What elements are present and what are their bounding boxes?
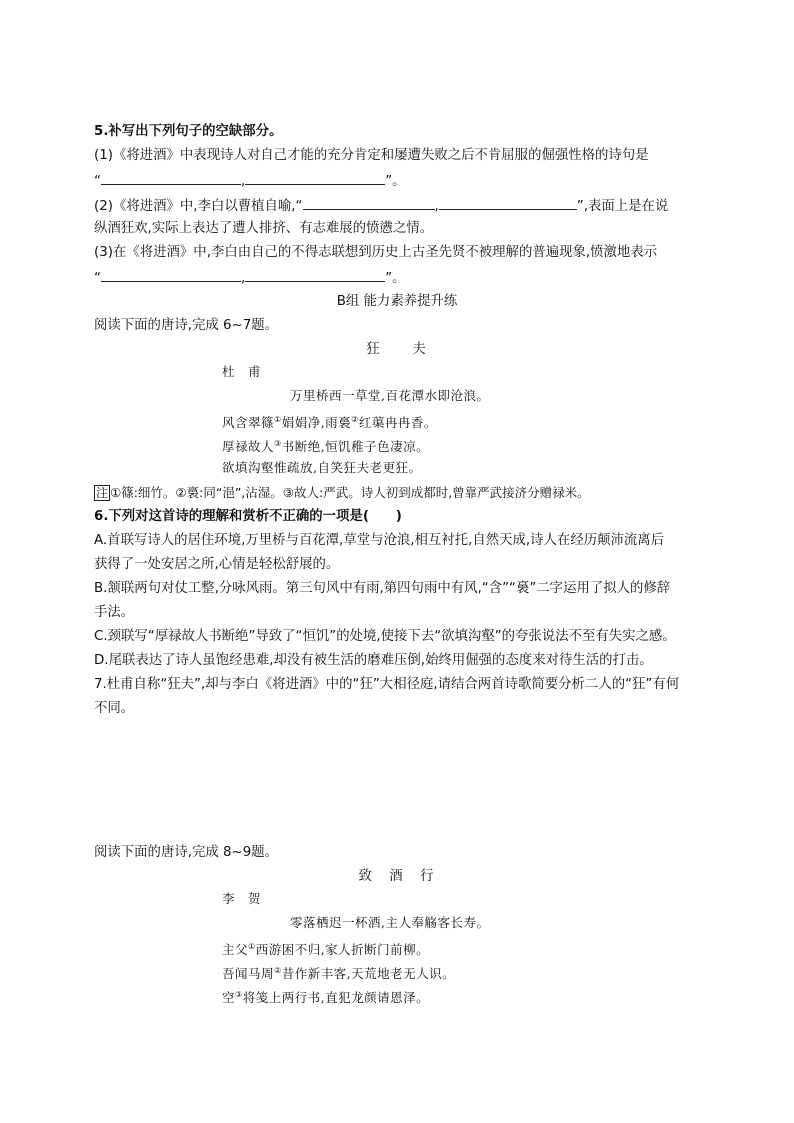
poem-line: 风含翠篠①娟娟净,雨裛②红蕖冉冉香。 — [222, 415, 437, 431]
q5-item1: (1)《将进酒》中表现诗人对自己才能的充分肯定和屡遭失败之后不肯屈服的倔强性格的诗句是 — [94, 148, 649, 163]
q5-item2: (2)《将进酒》中,李白以曹植自喻,“ , ”,表面上是在说 — [94, 195, 668, 217]
note-mark: 注 — [96, 486, 109, 500]
q5-item2-cont: 纵酒狂欢,实际上表达了遭人排挤、有志难展的愤懑之情。 — [94, 221, 434, 236]
q5-item3: (3)在《将进酒》中,李白由自己的不得志联想到历史上古圣先贤不被理解的普遍现象,愤激地表示 — [94, 245, 658, 260]
poem-title: 致 酒 行 — [358, 869, 436, 884]
poem-line: 万里桥西一草堂,百花潭水即沧浪。 — [290, 388, 490, 403]
q5-item3-answer: “ , ”。 — [94, 267, 406, 289]
q5-item1-answer: “ , ”。 — [94, 170, 406, 192]
reading-intro: 阅读下面的唐诗,完成 8~9题。 — [94, 845, 279, 860]
answer-blank[interactable] — [245, 170, 385, 185]
answer-blank[interactable] — [101, 170, 241, 185]
poem-author: 李 贺 — [222, 891, 262, 906]
answer-blank[interactable] — [303, 195, 435, 210]
q7-stem-cont: 不同。 — [94, 701, 135, 716]
q6-option-c: C.颈联写“厚禄故人书断绝”导致了“恒饥”的处境,使接下去“欲填沟壑”的夸张说法不至有失实之感。 — [94, 629, 676, 644]
q6-option-d: D.尾联表达了诗人虽饱经患难,却没有被生活的磨难压倒,始终用倔强的态度来对待生活的打击。 — [94, 653, 653, 668]
q6-option-a-cont: 获得了一处安居之所,心情是轻松舒展的。 — [94, 557, 340, 572]
poem-line: 欲填沟壑惟疏放,自笑狂夫老更狂。 — [222, 460, 422, 475]
q7-stem: 7.杜甫自称“狂夫”,却与李白《将进酒》中的“狂”大相径庭,请结合两首诗歌简要分析二人的“狂”有何 — [94, 677, 680, 692]
answer-blank[interactable] — [101, 267, 241, 282]
poem-line: 零落栖迟一杯酒,主人奉觞客长寿。 — [290, 915, 490, 930]
q5-title: 5.补写出下列句子的空缺部分。 — [94, 124, 283, 139]
poem-line: 主父①西游困不归,家人折断门前柳。 — [222, 942, 430, 958]
poem-author: 杜 甫 — [222, 364, 262, 379]
poem-line: 吾闻马周②昔作新丰客,天荒地老无人识。 — [222, 966, 456, 982]
q6-option-b-cont: 手法。 — [94, 605, 135, 620]
poem-title: 狂 夫 — [366, 342, 428, 357]
q6-stem: 6.下列对这首诗的理解和赏析不正确的一项是( ) — [94, 509, 402, 524]
q6-option-b: B.颔联两句对仗工整,分咏风雨。第三句风中有雨,第四句雨中有风,“含”“裛”二字运用了拟人的修辞 — [94, 581, 671, 596]
reading-intro: 阅读下面的唐诗,完成 6~7题。 — [94, 318, 279, 333]
poem-line: 空③将笺上两行书,直犯龙颜请恩泽。 — [222, 990, 430, 1006]
section-heading: B组 能力素养提升练 — [336, 294, 458, 309]
answer-blank[interactable] — [245, 267, 385, 282]
answer-blank[interactable] — [439, 195, 577, 210]
poem-notes: 注 ①篠:细竹。②裛:同“浥”,沾湿。③故人:严武。诗人初到成都时,曾靠严武接济分赠禄米。 — [96, 485, 590, 500]
q6-option-a: A.首联写诗人的居住环境,万里桥与百花潭,草堂与沧浪,相互衬托,自然天成,诗人在经历颠沛流离后 — [94, 533, 665, 548]
poem-line: 厚禄故人③书断绝,恒饥稚子色凄凉。 — [222, 439, 430, 455]
